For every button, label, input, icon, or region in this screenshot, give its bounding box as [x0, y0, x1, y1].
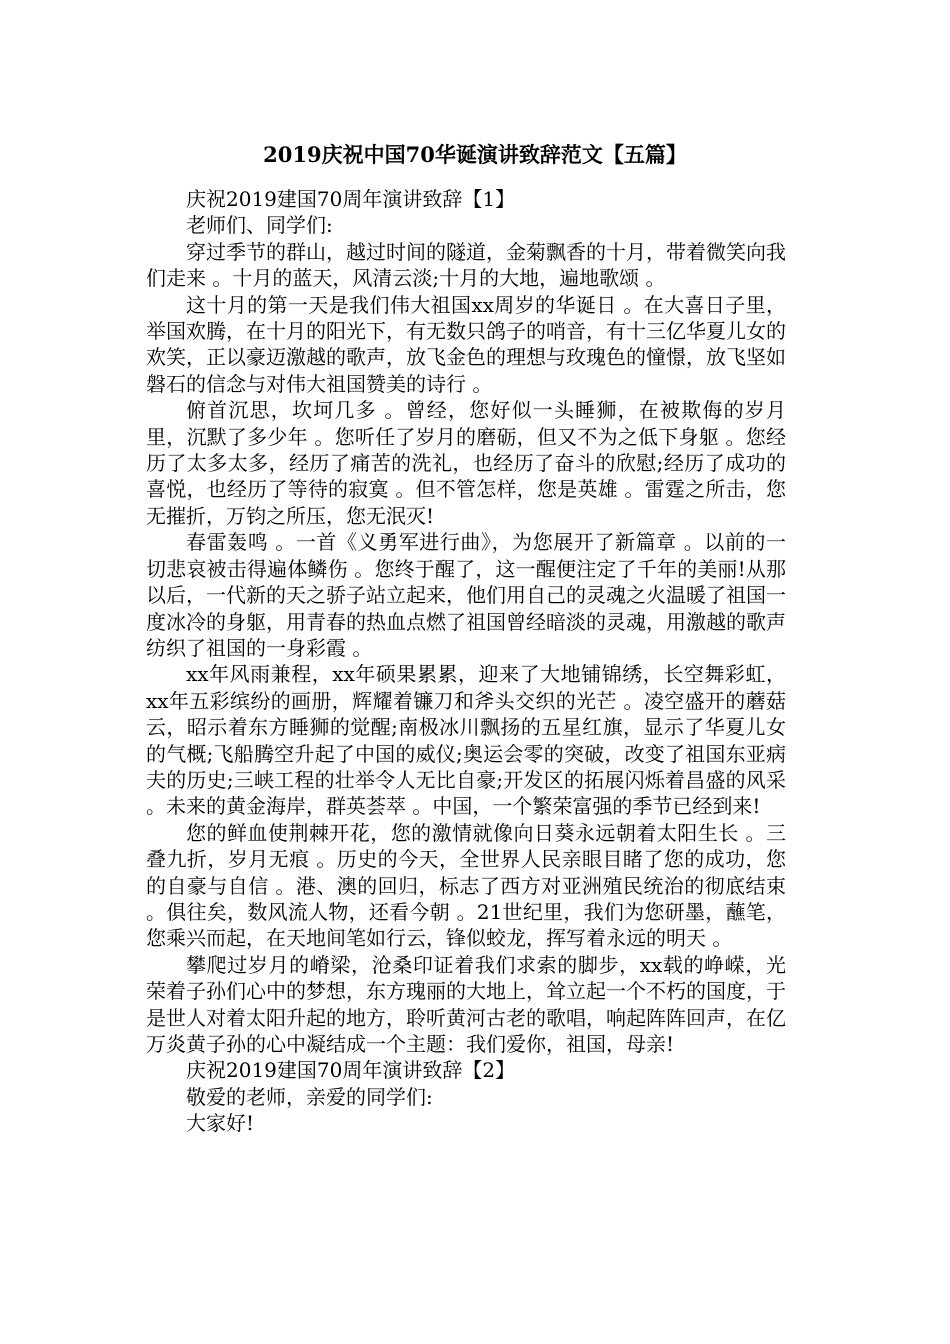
body-paragraph: 攀爬过岁月的嵴梁，沧桑印证着我们求索的脚步，xx载的峥嵘，光荣着子孙们心中的梦想，东方瑰丽的大地上，耸立起一个不朽的国度，于是世人对着太阳升起的地方，聆听黄河古老的歌唱，响起阵阵回声，在亿万炎黄子孙的心中凝结成一个主题：我们爱你，祖国，母亲!	[146, 952, 786, 1056]
document-body	[146, 186, 786, 1137]
body-paragraph: 穿过季节的群山，越过时间的隧道，金菊飘香的十月，带着微笑向我们走来 。十月的蓝天，风清云淡;十月的大地，遍地歌颂 。	[146, 239, 786, 291]
salutation: 老师们、同学们:	[186, 213, 333, 238]
body-paragraph: xx年风雨兼程，xx年硕果累累，迎来了大地铺锦绣，长空舞彩虹，xx年五彩缤纷的画册，辉耀着镰刀和斧头交织的光芒 。凌空盛开的蘑菇云，昭示着东方睡狮的觉醒;南极冰川飘扬的五星红旗，显示了华夏儿女的气概;飞船腾空升起了中国的威仪;奥运会零的突破，改变了祖国东亚病夫的历史;三峡工程的壮举令人无比自豪;开发区的拓展闪烁着昌盛的风采 。未来的黄金海岸，群英荟萃 。中国，一个繁荣富强的季节已经到来!	[146, 662, 786, 819]
body-paragraph: 俯首沉思，坎坷几多 。曾经，您好似一头睡狮，在被欺侮的岁月里，沉默了多少年 。您听任了岁月的磨砺，但又不为之低下身躯 。您经历了太多太多，经历了痛苦的洗礼，也经历了奋斗的欣慰;经历了成功的喜悦，也经历了等待的寂寞 。但不管怎样，您是英雄 。雷霆之所击，您无摧折，万钧之所压，您无泯灭!	[146, 398, 786, 528]
salutation: 敬爱的老师，亲爱的同学们:	[186, 1084, 433, 1109]
body-paragraph: 您的鲜血使荆棘开花，您的激情就像向日葵永远朝着太阳生长 。三叠九折，岁月无痕 。历史的今天，全世界人民亲眼目睹了您的成功，您的自豪与自信 。港、澳的回归，标志了西方对亚洲殖民统治的彻底结束 。俱往矣，数风流人物，还看今朝 。21世纪里，我们为您研墨，蘸笔，您乘兴而起，在天地间笔如行云，锋似蛟龙，挥写着永远的明天 。	[146, 820, 786, 951]
document-title: 2019庆祝中国70华诞演讲致辞范文【五篇】	[263, 142, 687, 167]
section-heading-2: 庆祝2019建国70周年演讲致辞【2】	[186, 1058, 516, 1083]
greeting: 大家好!	[186, 1111, 255, 1136]
body-paragraph: 春雷轰鸣 。一首《义勇军进行曲》，为您展开了新篇章 。以前的一切悲哀被击得遍体鳞伤 。您终于醒了，这一醒便注定了千年的美丽!从那以后，一代新的天之骄子站立起来，他们用自己的灵魂之火温暖了祖国一度冰冷的身躯，用青春的热血点燃了祖国曾经暗淡的灵魂，用激越的歌声纺织了祖国的一身彩霞 。	[146, 530, 786, 660]
section-heading-1: 庆祝2019建国70周年演讲致辞【1】	[186, 187, 516, 211]
body-paragraph: 这十月的第一天是我们伟大祖国xx周岁的华诞日 。在大喜日子里，举国欢腾，在十月的阳光下，有无数只鸽子的哨音，有十三亿华夏儿女的欢笑，正以豪迈激越的歌声，放飞金色的理想与玫瑰色的憧憬，放飞坚如磐石的信念与对伟大祖国赞美的诗行 。	[146, 292, 786, 396]
